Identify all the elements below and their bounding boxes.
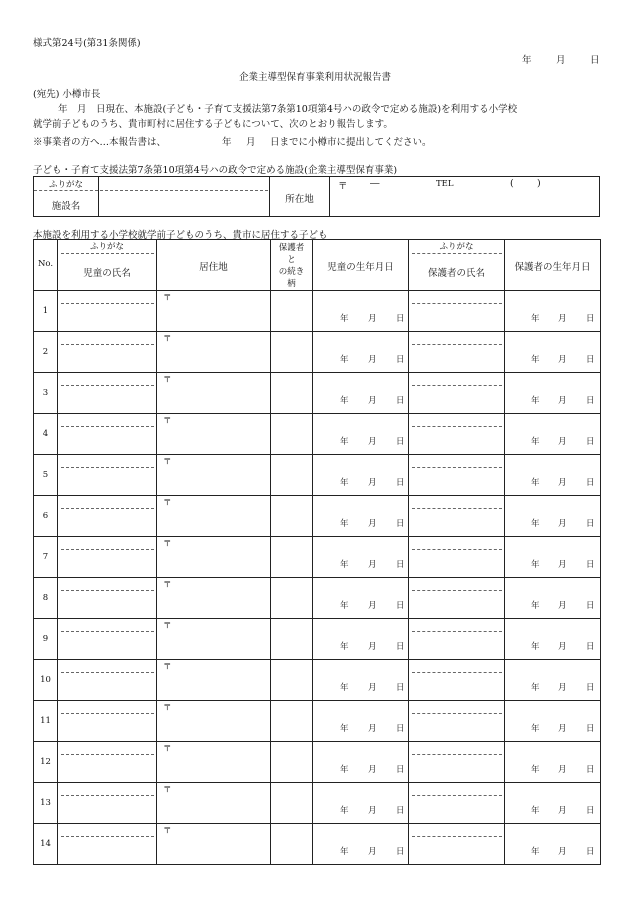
child-birth-day: 日 <box>396 765 405 775</box>
guardian-birth-year: 年 <box>531 847 540 857</box>
guardian-birth-day: 日 <box>586 560 595 570</box>
address-field[interactable] <box>157 343 270 371</box>
guardian-name-field[interactable] <box>409 468 504 494</box>
row-number: 7 <box>42 552 49 562</box>
child-birth-year: 年 <box>340 806 349 816</box>
guardian-birth-month: 月 <box>558 355 567 365</box>
postal-mark: 〒 <box>163 416 172 426</box>
addressee: (宛先) 小樽市長 <box>33 89 101 100</box>
child-name-field[interactable] <box>58 345 156 371</box>
facility-postal-dash: ― <box>370 178 380 189</box>
facility-name-field[interactable] <box>99 191 268 215</box>
col-header-no: No. <box>37 259 54 269</box>
address-field[interactable] <box>157 794 270 822</box>
address-field[interactable] <box>157 302 270 330</box>
relation-field[interactable] <box>271 578 312 617</box>
guardian-birth-year: 年 <box>531 437 540 447</box>
row-number: 1 <box>42 306 49 316</box>
address-field[interactable] <box>157 671 270 699</box>
child-name-field[interactable] <box>58 673 156 699</box>
relation-field[interactable] <box>271 742 312 781</box>
postal-mark: 〒 <box>163 785 172 795</box>
guardian-birth-year: 年 <box>531 601 540 611</box>
child-name-field[interactable] <box>58 591 156 617</box>
guardian-name-field[interactable] <box>409 837 504 863</box>
child-birth-day: 日 <box>396 724 405 734</box>
child-birth-year: 年 <box>340 765 349 775</box>
child-birth-month: 月 <box>368 806 377 816</box>
facility-tel-paren-close: ) <box>537 178 541 189</box>
child-birth-day: 日 <box>396 437 405 447</box>
col-header-guardian-birth: 保護者の生年月日 <box>514 262 591 273</box>
table-row <box>34 413 600 454</box>
facility-section-title: 子ども・子育て支援法第7条第10項第4号ハの政令で定める施設(企業主導型保育事業) <box>33 165 398 176</box>
guardian-birth-month: 月 <box>558 601 567 611</box>
address-field[interactable] <box>157 466 270 494</box>
child-birth-day: 日 <box>396 683 405 693</box>
child-name-field[interactable] <box>58 427 156 453</box>
child-name-field[interactable] <box>58 550 156 576</box>
relation-field[interactable] <box>271 619 312 658</box>
row-number: 2 <box>42 347 49 357</box>
guardian-birth-day: 日 <box>586 355 595 365</box>
table-row <box>34 290 600 331</box>
guardian-birth-month: 月 <box>558 642 567 652</box>
table-row <box>34 331 600 372</box>
relation-field[interactable] <box>271 537 312 576</box>
guardian-birth-year: 年 <box>531 560 540 570</box>
child-name-field[interactable] <box>58 304 156 330</box>
relation-field[interactable] <box>271 414 312 453</box>
table-row <box>34 741 600 782</box>
relation-field[interactable] <box>271 455 312 494</box>
child-name-field[interactable] <box>58 755 156 781</box>
table-row <box>34 823 600 864</box>
row-number: 9 <box>42 634 49 644</box>
relation-field[interactable] <box>271 660 312 699</box>
date-year: 年 <box>522 55 532 66</box>
guardian-name-field[interactable] <box>409 509 504 535</box>
col-header-guardian-name: 保護者の氏名 <box>427 268 485 279</box>
notice-month: 月 <box>246 137 256 148</box>
guardian-birth-month: 月 <box>558 519 567 529</box>
col-header-relation-2: と <box>287 255 296 265</box>
relation-field[interactable] <box>271 824 312 863</box>
intro-line-2: 就学前子どものうち、貴市町村に居住する子どもについて、次のとおり報告します。 <box>33 119 393 130</box>
guardian-birth-day: 日 <box>586 683 595 693</box>
child-name-field[interactable] <box>58 386 156 412</box>
row-number: 3 <box>42 388 49 398</box>
row-number: 5 <box>42 470 49 480</box>
guardian-birth-month: 月 <box>558 765 567 775</box>
facility-table <box>33 176 600 217</box>
table-row <box>34 782 600 823</box>
guardian-birth-day: 日 <box>586 847 595 857</box>
child-birth-day: 日 <box>396 601 405 611</box>
col-header-furigana: ふりがな <box>89 242 124 252</box>
relation-field[interactable] <box>271 496 312 535</box>
child-birth-year: 年 <box>340 314 349 324</box>
col-header-relation-4: 柄 <box>287 279 296 289</box>
address-field[interactable] <box>157 630 270 658</box>
col-header-relation-3: の続き <box>278 267 305 277</box>
child-birth-day: 日 <box>396 560 405 570</box>
address-field[interactable] <box>157 835 270 863</box>
child-birth-year: 年 <box>340 437 349 447</box>
postal-mark: 〒 <box>163 621 172 631</box>
guardian-birth-year: 年 <box>531 765 540 775</box>
form-number: 様式第24号(第31条関係) <box>33 38 141 49</box>
child-birth-year: 年 <box>340 847 349 857</box>
child-birth-day: 日 <box>396 519 405 529</box>
child-birth-day: 日 <box>396 355 405 365</box>
guardian-birth-year: 年 <box>531 683 540 693</box>
row-number: 14 <box>40 839 51 849</box>
table-row <box>34 577 600 618</box>
children-table <box>33 239 601 865</box>
table-row <box>34 495 600 536</box>
address-field[interactable] <box>157 589 270 617</box>
postal-mark: 〒 <box>163 662 172 672</box>
child-birth-month: 月 <box>368 847 377 857</box>
relation-field[interactable] <box>271 783 312 822</box>
guardian-birth-day: 日 <box>586 437 595 447</box>
child-birth-day: 日 <box>396 478 405 488</box>
address-field[interactable] <box>157 425 270 453</box>
relation-field[interactable] <box>271 373 312 412</box>
date-month: 月 <box>556 55 566 66</box>
guardian-birth-day: 日 <box>586 478 595 488</box>
child-birth-month: 月 <box>368 724 377 734</box>
child-birth-year: 年 <box>340 724 349 734</box>
row-number: 13 <box>40 798 51 808</box>
guardian-birth-year: 年 <box>531 806 540 816</box>
table-row <box>34 659 600 700</box>
table-row <box>34 536 600 577</box>
guardian-birth-year: 年 <box>531 642 540 652</box>
guardian-birth-year: 年 <box>531 724 540 734</box>
child-birth-year: 年 <box>340 355 349 365</box>
postal-mark: 〒 <box>163 375 172 385</box>
guardian-name-field[interactable] <box>409 386 504 412</box>
child-birth-month: 月 <box>368 642 377 652</box>
guardian-birth-month: 月 <box>558 560 567 570</box>
postal-mark: 〒 <box>163 580 172 590</box>
child-birth-day: 日 <box>396 806 405 816</box>
facility-postal-mark: 〒 <box>338 181 348 192</box>
guardian-name-field[interactable] <box>409 632 504 658</box>
guardian-birth-day: 日 <box>586 806 595 816</box>
child-birth-year: 年 <box>340 478 349 488</box>
guardian-name-field[interactable] <box>409 550 504 576</box>
child-name-field[interactable] <box>58 796 156 822</box>
table-row <box>34 454 600 495</box>
guardian-birth-year: 年 <box>531 355 540 365</box>
postal-mark: 〒 <box>163 334 172 344</box>
child-birth-month: 月 <box>368 560 377 570</box>
guardian-name-field[interactable] <box>409 591 504 617</box>
row-number: 8 <box>42 593 49 603</box>
row-number: 10 <box>40 675 51 685</box>
child-birth-day: 日 <box>396 642 405 652</box>
postal-mark: 〒 <box>163 703 172 713</box>
guardian-name-field[interactable] <box>409 427 504 453</box>
child-birth-day: 日 <box>396 314 405 324</box>
address-field[interactable] <box>157 753 270 781</box>
guardian-birth-month: 月 <box>558 314 567 324</box>
table-row <box>34 618 600 659</box>
row-number: 6 <box>42 511 49 521</box>
guardian-birth-year: 年 <box>531 314 540 324</box>
child-birth-month: 月 <box>368 601 377 611</box>
child-birth-year: 年 <box>340 560 349 570</box>
guardian-name-field[interactable] <box>409 714 504 740</box>
guardian-birth-day: 日 <box>586 396 595 406</box>
child-birth-month: 月 <box>368 519 377 529</box>
guardian-birth-month: 月 <box>558 847 567 857</box>
child-birth-month: 月 <box>368 683 377 693</box>
col-header-guardian-furigana: ふりがな <box>439 242 474 252</box>
notice-text-a: ※事業者の方へ…本報告書は、 <box>33 137 167 148</box>
child-birth-year: 年 <box>340 519 349 529</box>
guardian-name-field[interactable] <box>409 673 504 699</box>
guardian-name-field[interactable] <box>409 345 504 371</box>
child-birth-day: 日 <box>396 396 405 406</box>
postal-mark: 〒 <box>163 744 172 754</box>
guardian-birth-day: 日 <box>586 724 595 734</box>
col-header-address: 居住地 <box>199 262 228 273</box>
col-header-child-birth: 児童の生年月日 <box>327 262 394 273</box>
facility-name-label: 施設名 <box>51 201 81 212</box>
child-birth-month: 月 <box>368 314 377 324</box>
child-birth-year: 年 <box>340 683 349 693</box>
postal-mark: 〒 <box>163 293 172 303</box>
address-field[interactable] <box>157 384 270 412</box>
relation-field[interactable] <box>271 291 312 330</box>
child-name-field[interactable] <box>58 714 156 740</box>
child-birth-day: 日 <box>396 847 405 857</box>
intro-line-1: 年 月 日現在、本施設(子ども・子育て支援法第7条第10項第4号ハの政令で定める施設)を利用する小学校 <box>58 104 518 115</box>
relation-field[interactable] <box>271 701 312 740</box>
child-name-field[interactable] <box>58 468 156 494</box>
child-birth-year: 年 <box>340 642 349 652</box>
child-birth-month: 月 <box>368 765 377 775</box>
page-title: 企業主導型保育事業利用状況報告書 <box>238 72 391 83</box>
guardian-birth-month: 月 <box>558 806 567 816</box>
guardian-birth-day: 日 <box>586 314 595 324</box>
guardian-name-field[interactable] <box>409 755 504 781</box>
facility-tel-paren-open: ( <box>510 178 514 189</box>
notice-year: 年 <box>222 137 232 148</box>
postal-mark: 〒 <box>163 498 172 508</box>
facility-location-field[interactable] <box>330 191 599 215</box>
row-number: 12 <box>40 757 51 767</box>
guardian-birth-month: 月 <box>558 478 567 488</box>
postal-mark: 〒 <box>163 826 172 836</box>
facility-location-label: 所在地 <box>285 194 314 205</box>
guardian-name-field[interactable] <box>409 796 504 822</box>
facility-furigana-label: ふりがな <box>48 180 83 190</box>
child-birth-month: 月 <box>368 478 377 488</box>
guardian-birth-month: 月 <box>558 437 567 447</box>
child-birth-year: 年 <box>340 396 349 406</box>
guardian-birth-day: 日 <box>586 765 595 775</box>
facility-tel-label: TEL <box>436 179 454 189</box>
guardian-birth-day: 日 <box>586 519 595 529</box>
child-birth-month: 月 <box>368 437 377 447</box>
col-header-relation-1: 保護者 <box>278 243 305 253</box>
guardian-birth-month: 月 <box>558 683 567 693</box>
guardian-birth-month: 月 <box>558 724 567 734</box>
guardian-birth-year: 年 <box>531 519 540 529</box>
guardian-birth-day: 日 <box>586 642 595 652</box>
guardian-birth-month: 月 <box>558 396 567 406</box>
address-field[interactable] <box>157 507 270 535</box>
child-name-field[interactable] <box>58 509 156 535</box>
child-birth-month: 月 <box>368 396 377 406</box>
child-name-field[interactable] <box>58 632 156 658</box>
notice-text-b: 日までに小樽市に提出してください。 <box>270 137 432 148</box>
child-birth-month: 月 <box>368 355 377 365</box>
guardian-name-field[interactable] <box>409 304 504 330</box>
row-number: 11 <box>40 716 51 726</box>
table-row <box>34 372 600 413</box>
address-field[interactable] <box>157 548 270 576</box>
relation-field[interactable] <box>271 332 312 371</box>
guardian-birth-day: 日 <box>586 601 595 611</box>
guardian-birth-year: 年 <box>531 478 540 488</box>
table-row <box>34 700 600 741</box>
children-section-title: 本施設を利用する小学校就学前子どものうち、貴市に居住する子ども <box>33 230 328 241</box>
child-birth-year: 年 <box>340 601 349 611</box>
guardian-birth-year: 年 <box>531 396 540 406</box>
postal-mark: 〒 <box>163 539 172 549</box>
col-header-child-name: 児童の氏名 <box>83 268 131 279</box>
row-number: 4 <box>42 429 49 439</box>
child-name-field[interactable] <box>58 837 156 863</box>
postal-mark: 〒 <box>163 457 172 467</box>
date-day: 日 <box>590 55 600 66</box>
address-field[interactable] <box>157 712 270 740</box>
